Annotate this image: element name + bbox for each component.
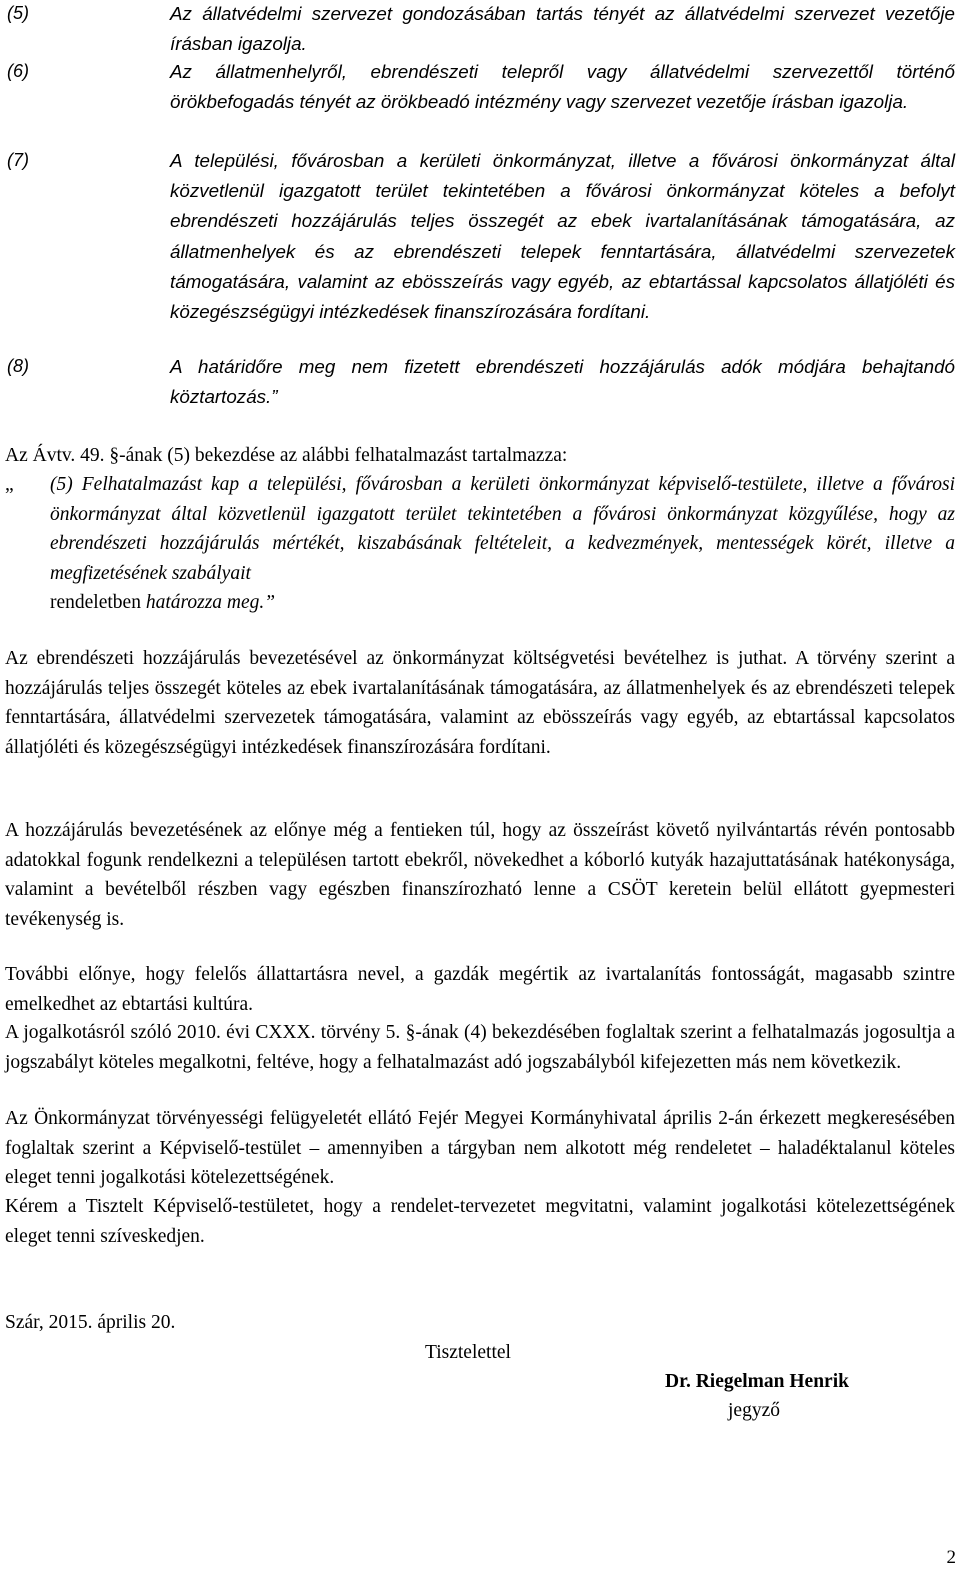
closing-greeting: Tisztelettel — [425, 1342, 511, 1363]
item-number: (5) — [7, 3, 29, 23]
item-text: A határidőre meg nem fizetett ebrendészeti hozzájárulás adók módjára behajtandó köztartozás.” — [170, 356, 955, 408]
paragraph-supervision: Az Önkormányzat törvényességi felügyeletét ellátó Fejér Megyei Kormányhivatal április 2-án érkezett megkeresésében foglaltak szerint a Képviselő-testület – amennyiben a tárgyban nem alkotott még rendeletet – haladéktalanul köteles eleget tenni jogalkotási kötelezettségének. — [5, 1108, 955, 1189]
paragraph-revenue: Az ebrendészeti hozzájárulás bevezetésével az önkormányzat költségvetési bevételhez is juthat. A törvény szerint a hozzájárulás teljes összegét köteles az ebek ivartalanításának támogatására, az állatmenhelyek és az ebrendészeti telepek fenntartására, állatvédelmi szervezetek támogatására, valamint az ebösszeírás vagy egyéb, az ebtartással kapcsolatos állatjóléti és közegészségügyi intézkedések finanszírozására fordítani. — [5, 648, 955, 758]
quoted-provision — [5, 470, 955, 620]
signatory-title: jegyző — [728, 1400, 780, 1421]
paragraph-legislation: A jogalkotásról szóló 2010. évi CXXX. törvény 5. §-ának (4) bekezdésében foglaltak szerint a felhatalmazás jogosultja a jogszabályt köteles megalkotni, feltéve, hogy a felhatalmazást adó jogszabályból kifejezetten más nem következik. — [5, 1022, 955, 1073]
paragraph-advantages: A hozzájárulás bevezetésének az előnye még a fentieken túl, hogy az összeírást követő nyilvántartás révén pontosabb adatokkal fogunk rendelkezni a településen tartott ebekről, növekedhet a kóborló kutyák hazajuttatásának hatékonysága, valamint a bevételből részben vagy egészben finanszírozható lenne a CSÖT keretein belül ellátott gyepmesteri tevékenység is. — [5, 820, 955, 930]
page-number: 2 — [946, 1547, 956, 1568]
quote-body — [50, 470, 955, 588]
paragraph-request: Kérem a Tisztelt Képviselő-testületet, hogy a rendelet-tervezetet megvitatni, valamint jogalkotási kötelezettségének eleget tenni szíveskedjen. — [5, 1196, 955, 1247]
item-text: A települési, fővárosban a kerületi önkormányzat, illetve a fővárosi önkormányzat által közvetlenül igazgatott terület tekintetében a fővárosi önkormányzat köteles a befolyt ebrendészeti hozzájárulás teljes összegét az ebek ivartalanításának támogatására, az állatmenhelyek és az ebrendészeti telepek fenntartására, állatvédelmi szervezetek támogatására, valamint az ebösszeírás vagy egyéb, az ebtartással kapcsolatos állatjóléti és közegészségügyi intézkedések finanszírozására fordítani. — [170, 150, 955, 323]
item-text: Az állatvédelmi szervezet gondozásában tartás tényét az állatvédelmi szervezet vezetője írásban igazolja. — [170, 3, 955, 55]
place-date: Szár, 2015. április 20. — [5, 1312, 176, 1333]
quote-paragraph: (5) Felhatalmazást kap a települési, fővárosban a kerületi önkormányzat képviselő-testülete, illetve a fővárosi önkormányzat által közvetlenül igazgatott terület tekintetében a fővárosi önkormányzat közgyűlése, hogy az ebrendészeti hozzájárulás mértékét, kiszabásának feltételeit, a kedvezmények, mentességek körét, illetve a megfizetésének szabályait — [50, 474, 955, 584]
signatory-name: Dr. Riegelman Henrik — [665, 1371, 849, 1392]
quote-open-mark: „ — [5, 474, 14, 495]
quote-last-plain: rendeletben — [50, 592, 146, 613]
quote-last-line — [50, 588, 275, 618]
item-number: (6) — [7, 61, 29, 81]
item-number: (7) — [7, 150, 29, 170]
item-number: (8) — [7, 356, 29, 376]
item-text: Az állatmenhelyről, ebrendészeti telepről vagy állatvédelmi szervezettől történő örökbefogadás tényét az örökbeadó intézmény vagy szervezet vezetője írásban igazolja. — [170, 61, 955, 113]
paragraph-further-advantage: További előnye, hogy felelős állattartásra nevel, a gazdák megértik az ivartalanítás fontosságát, magasabb szintre emelkedhet az ebtartási kultúra. — [5, 964, 955, 1015]
avtv-intro: Az Ávtv. 49. §-ának (5) bekezdése az alábbi felhatalmazást tartalmazza: — [5, 445, 568, 466]
quote-last-italic: határozza meg.” — [145, 592, 276, 613]
